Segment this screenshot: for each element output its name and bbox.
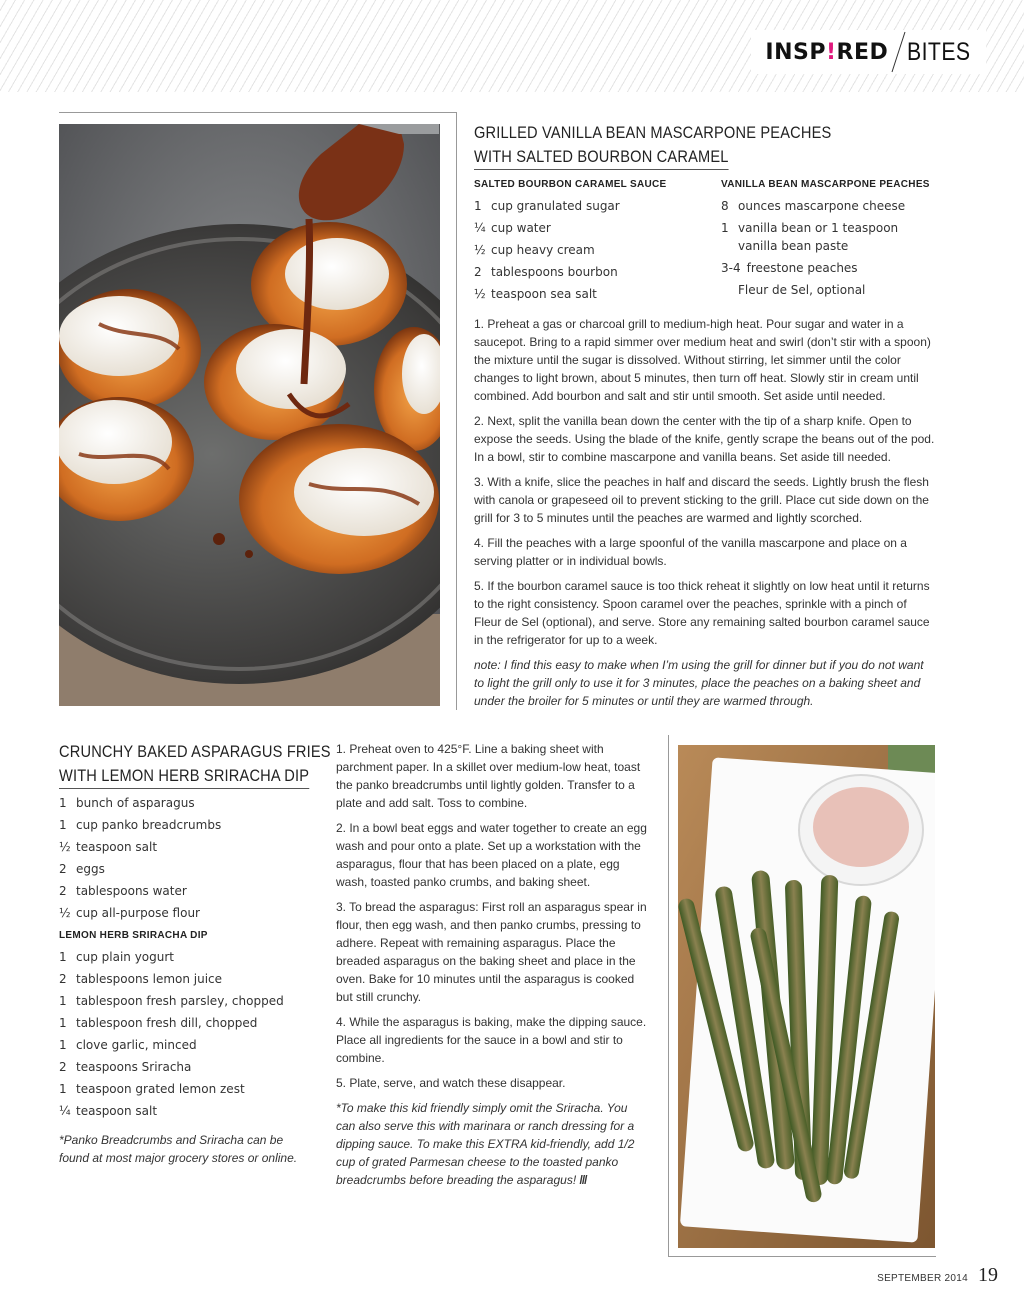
recipe2-step-3: 3. To bread the asparagus: First roll an asparagus spear in flour, then egg wash, and then panko crumbs, pressing to adhere. Repeat with remaining asparagus. Place the breaded asparagus on the baking sheet and place in the oven. Bake for 10 minutes until the asparagus is cooked but still crunchy. (336, 900, 647, 1004)
list-item (59, 1034, 319, 1056)
ingredient-text: cup plain yogurt (76, 950, 174, 964)
list-item (474, 239, 704, 261)
ingredient-qty: 2 (59, 1060, 67, 1074)
brand-logo-text (765, 40, 888, 65)
list-item (721, 195, 941, 217)
ingredient-qty: 3-4 (721, 261, 741, 275)
list-item (721, 219, 941, 255)
list-item (59, 1012, 319, 1034)
asparagus-ingredient-list (59, 792, 319, 924)
ingredient-qty: ¼ (474, 221, 486, 235)
ingredient-qty: 1 (59, 818, 67, 832)
sauce-heading: SALTED BOURBON CARAMEL SAUCE (474, 179, 667, 190)
ingredient-text: teaspoon salt (76, 1104, 158, 1118)
ingredient-text: bunch of asparagus (76, 796, 195, 810)
recipe2-title-line2: WITH LEMON HERB SRIRACHA DIP (59, 764, 309, 789)
recipe1-step-5: 5. If the bourbon caramel sauce is too thick reheat it slightly on low heat until it returns to the right consistency. Spoon caramel over the peaches, sprinkle with a pinch of Fleur de Sel (optional), and serve. Store any remaining salted bourbon caramel sauce in the refrigerator for up to a week. (474, 579, 930, 647)
ingredient-text: tablespoons lemon juice (76, 972, 223, 986)
list-item (474, 217, 704, 239)
brand-part-1: INSP (765, 39, 826, 65)
ingredient-text: clove garlic, minced (76, 1038, 197, 1052)
recipe2-note-text: *To make this kid friendly simply omit the Sriracha. You can also serve this with marinara or ranch dressing for a dipping sauce. To make this EXTRA kid-friendly, add 1/2 cup of grated Parmesan cheese to the toasted panko breadcrumbs before breading the asparagus! (336, 1101, 635, 1187)
ingredient-text: freestone peaches (746, 261, 858, 275)
ingredient-text: tablespoons water (76, 884, 187, 898)
brand-divider (892, 32, 906, 72)
recipe2-step-1: 1. Preheat oven to 425°F. Line a baking sheet with parchment paper. In a skillet over medium-low heat, toast the panko breadcrumbs until lightly golden. Transfer to a plate and add salt. Toss to combine. (336, 742, 641, 810)
ingredient-qty: 1 (59, 1082, 67, 1096)
recipe2-directions (336, 740, 648, 1196)
recipe2-step-2: 2. In a bowl beat eggs and water together to create an egg wash and pour onto a plate. Set up a workstation with the asparagus, flour that has been placed on a plate, egg wash, toasted panko crumbs, and baking sheet. (336, 821, 647, 889)
ingredient-qty: 2 (59, 884, 67, 898)
brand-part-2: RED (836, 39, 889, 65)
list-item (59, 968, 319, 990)
ingredient-text: tablespoons bourbon (491, 265, 618, 279)
section-name: BITES (907, 37, 971, 66)
list-item (59, 1056, 319, 1078)
ingredient-qty: 1 (474, 199, 482, 213)
magazine-section-brand (751, 30, 986, 74)
ingredient-qty: 2 (59, 862, 67, 876)
peach-heading: VANILLA BEAN MASCARPONE PEACHES (721, 179, 930, 190)
sauce-ingredient-list (474, 195, 704, 305)
page-number: 19 (978, 1264, 998, 1286)
list-item (59, 880, 319, 902)
list-item (59, 814, 319, 836)
ingredient-qty: 1 (59, 1016, 67, 1030)
list-item (59, 1100, 319, 1122)
list-item (474, 283, 704, 305)
frame-line-right-bottom (668, 1256, 936, 1257)
ingredient-qty: 2 (474, 265, 482, 279)
ingredient-qty: ¼ (59, 1104, 71, 1118)
page-footer (877, 1264, 998, 1287)
frame-line-vertical (456, 112, 457, 710)
dip-ingredient-list (59, 946, 319, 1122)
ingredient-qty: 1 (59, 796, 67, 810)
ingredient-qty: 8 (721, 199, 729, 213)
list-item (59, 990, 319, 1012)
recipe2-step-5: 5. Plate, serve, and watch these disappear. (336, 1076, 566, 1090)
list-item (474, 261, 704, 283)
ingredient-text: teaspoon salt (76, 840, 158, 854)
ingredient-text: cup water (491, 221, 551, 235)
ingredient-text: cup heavy cream (491, 243, 595, 257)
recipe1-step-4: 4. Fill the peaches with a large spoonful of the vanilla mascarpone and place on a serving platter or in individual bowls. (474, 536, 907, 568)
issue-date: SEPTEMBER 2014 (877, 1273, 968, 1284)
recipe2-title (59, 740, 331, 789)
end-marks: /// (579, 1173, 587, 1187)
ingredient-qty (721, 279, 738, 301)
ingredient-text: Fleur de Sel, optional (738, 283, 866, 297)
recipe1-step-1: 1. Preheat a gas or charcoal grill to medium-high heat. Pour sugar and water in a saucepot. Bring to a rapid simmer over medium heat and swirl (don’t stir with a spoon) the mixture until the sugar is dissolved. Without stirring, let simmer until the color changes to light brown, about 5 minutes, then turn off heat. Slowly stir in cream until combined. Add bourbon and salt and stir until smooth. Set aside until needed. (474, 317, 931, 403)
ingredient-qty: 1 (59, 1038, 67, 1052)
ingredient-text: cup granulated sugar (491, 199, 620, 213)
ingredient-qty: 1 (59, 950, 67, 964)
frame-line-right-vertical (668, 735, 669, 1257)
recipe2-step-4: 4. While the asparagus is baking, make the dipping sauce. Place all ingredients for the sauce in a bowl and stir to combine. (336, 1015, 647, 1065)
list-item (59, 902, 319, 924)
recipe1-step-3: 3. With a knife, slice the peaches in half and discard the seeds. Lightly brush the flesh with canola or grapeseed oil to prevent sticking to the grill. Place cut side down on the grill for 3 to 5 minutes until the peaches are warmed and lightly scorched. (474, 475, 929, 525)
ingredient-text: tablespoon fresh parsley, chopped (76, 994, 284, 1008)
ingredient-qty: 1 (721, 221, 729, 235)
ingredient-qty: ½ (474, 287, 486, 301)
recipe2-note (336, 1099, 648, 1189)
frame-line-top (59, 112, 456, 113)
list-item (59, 792, 319, 814)
ingredient-text: vanilla bean or 1 teaspoon vanilla bean paste (738, 221, 899, 253)
ingredient-text: eggs (76, 862, 105, 876)
ingredient-text: teaspoons Sriracha (76, 1060, 192, 1074)
dip-heading: LEMON HERB SRIRACHA DIP (59, 930, 208, 941)
ingredient-qty: ½ (474, 243, 486, 257)
recipe2-title-line1: CRUNCHY BAKED ASPARAGUS FRIES (59, 742, 331, 761)
ingredient-text: ounces mascarpone cheese (738, 199, 906, 213)
recipe2-footnote: *Panko Breadcrumbs and Sriracha can be found at most major grocery stores or online. (59, 1133, 298, 1165)
recipe1-title-line1: GRILLED VANILLA BEAN MASCARPONE PEACHES (474, 123, 832, 142)
list-item (59, 836, 319, 858)
ingredient-qty: ½ (59, 906, 71, 920)
ingredient-text: teaspoon sea salt (491, 287, 597, 301)
ingredient-qty: ½ (59, 840, 71, 854)
ingredient-text: cup panko breadcrumbs (76, 818, 222, 832)
ingredient-text: cup all-purpose flour (76, 906, 200, 920)
recipe1-note: note: I find this easy to make when I’m using the grill for dinner but if you do not want to light the grill only to use it for 3 minutes, place the peaches on a baking sheet and under the broiler for 5 minutes or until they are warmed through. (474, 658, 924, 708)
peach-ingredient-list (721, 195, 941, 301)
ingredient-text: tablespoon fresh dill, chopped (76, 1016, 258, 1030)
list-item (59, 946, 319, 968)
asparagus-fries-photo (678, 745, 935, 1248)
list-item (59, 858, 319, 880)
list-item (59, 1078, 319, 1100)
ingredient-qty: 1 (59, 994, 67, 1008)
recipe1-title-line2: WITH SALTED BOURBON CARAMEL (474, 145, 729, 170)
recipe1-title (474, 121, 831, 170)
ingredient-text: teaspoon grated lemon zest (76, 1082, 245, 1096)
list-item (721, 279, 941, 301)
recipe1-step-2: 2. Next, split the vanilla bean down the center with the tip of a sharp knife. Open to expose the seeds. Using the blade of the knife, gently scrape the beans out of the pod. In a bowl, stir to combine mascarpone and vanilla beans. Set aside till needed. (474, 414, 935, 464)
grilled-peaches-photo (59, 124, 440, 706)
list-item (721, 257, 941, 279)
recipe1-directions (474, 315, 936, 717)
list-item (474, 195, 704, 217)
brand-bang: ! (825, 39, 837, 65)
ingredient-qty: 2 (59, 972, 67, 986)
